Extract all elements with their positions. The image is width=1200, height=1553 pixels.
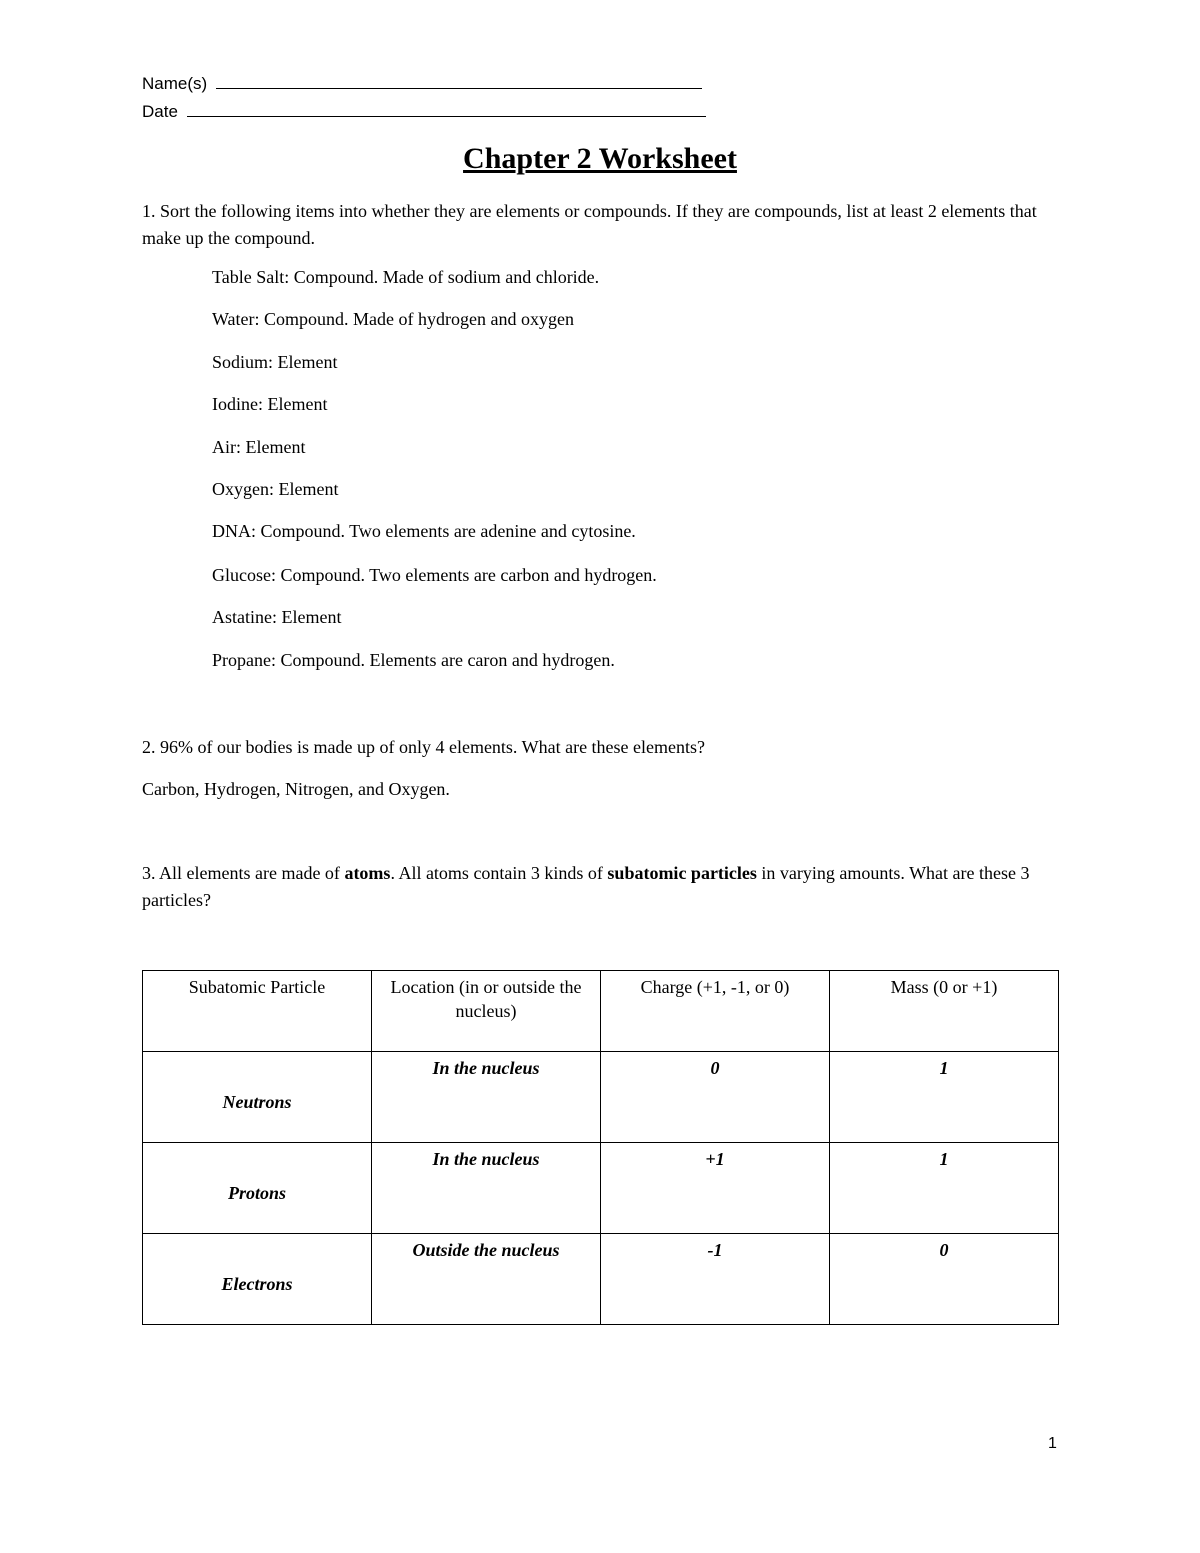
table-header-row	[143, 971, 1059, 1052]
name-blank	[216, 88, 702, 89]
table-row	[143, 1143, 1059, 1234]
mass-cell: 0	[830, 1234, 1059, 1325]
location-cell: In the nucleus	[372, 1052, 601, 1143]
page-number: 1	[1048, 1435, 1057, 1452]
page-title: Chapter 2 Worksheet	[463, 142, 737, 175]
question-3-prompt	[142, 860, 1062, 914]
charge-cell: 0	[601, 1052, 830, 1143]
name-field	[142, 74, 702, 94]
date-field	[142, 102, 706, 122]
q3-bold-atoms: atoms	[344, 863, 391, 883]
q1-item: Glucose: Compound. Two elements are carbon and hydrogen.	[212, 565, 657, 585]
q1-item: Propane: Compound. Elements are caron and hydrogen.	[212, 650, 615, 670]
date-blank	[187, 116, 706, 117]
name-label: Name(s)	[142, 74, 208, 93]
header-cell: Charge (+1, -1, or 0)	[601, 971, 830, 1052]
q3-text-2: . All atoms contain 3 kinds of	[390, 863, 608, 883]
q1-item: Astatine: Element	[212, 607, 342, 627]
particle-name: Electrons	[143, 1234, 372, 1325]
table-row	[143, 1234, 1059, 1325]
q1-item: Air: Element	[212, 437, 306, 457]
mass-cell: 1	[830, 1143, 1059, 1234]
q1-item: Iodine: Element	[212, 394, 328, 414]
q1-item: DNA: Compound. Two elements are adenine and cytosine.	[212, 521, 636, 541]
q3-bold-subatomic: subatomic particles	[607, 863, 757, 883]
charge-cell: +1	[601, 1143, 830, 1234]
q1-item: Oxygen: Element	[212, 479, 339, 499]
q3-text-3: in varying amounts. What are these 3 particles?	[142, 863, 1030, 910]
charge-cell: -1	[601, 1234, 830, 1325]
q3-text-1: 3. All elements are made of	[142, 863, 345, 883]
header-cell: Location (in or outside the nucleus)	[372, 971, 601, 1052]
subatomic-particle-table	[142, 970, 1059, 1325]
header-cell: Subatomic Particle	[143, 971, 372, 1052]
question-1-prompt: 1. Sort the following items into whether they are elements or compounds. If they are compounds, list at least 2 elements that make up the compound.	[142, 201, 1037, 248]
mass-cell: 1	[830, 1052, 1059, 1143]
date-label: Date	[142, 102, 178, 121]
q1-item: Table Salt: Compound. Made of sodium and chloride.	[212, 267, 600, 287]
q1-item: Sodium: Element	[212, 352, 338, 372]
header-cell: Mass (0 or +1)	[830, 971, 1059, 1052]
location-cell: Outside the nucleus	[372, 1234, 601, 1325]
particle-name: Protons	[143, 1143, 372, 1234]
table-row	[143, 1052, 1059, 1143]
particle-name: Neutrons	[143, 1052, 372, 1143]
question-2-answer: Carbon, Hydrogen, Nitrogen, and Oxygen.	[142, 779, 450, 799]
q1-item: Water: Compound. Made of hydrogen and oxygen	[212, 309, 574, 329]
question-2-prompt: 2. 96% of our bodies is made up of only 4 elements. What are these elements?	[142, 737, 706, 757]
location-cell: In the nucleus	[372, 1143, 601, 1234]
